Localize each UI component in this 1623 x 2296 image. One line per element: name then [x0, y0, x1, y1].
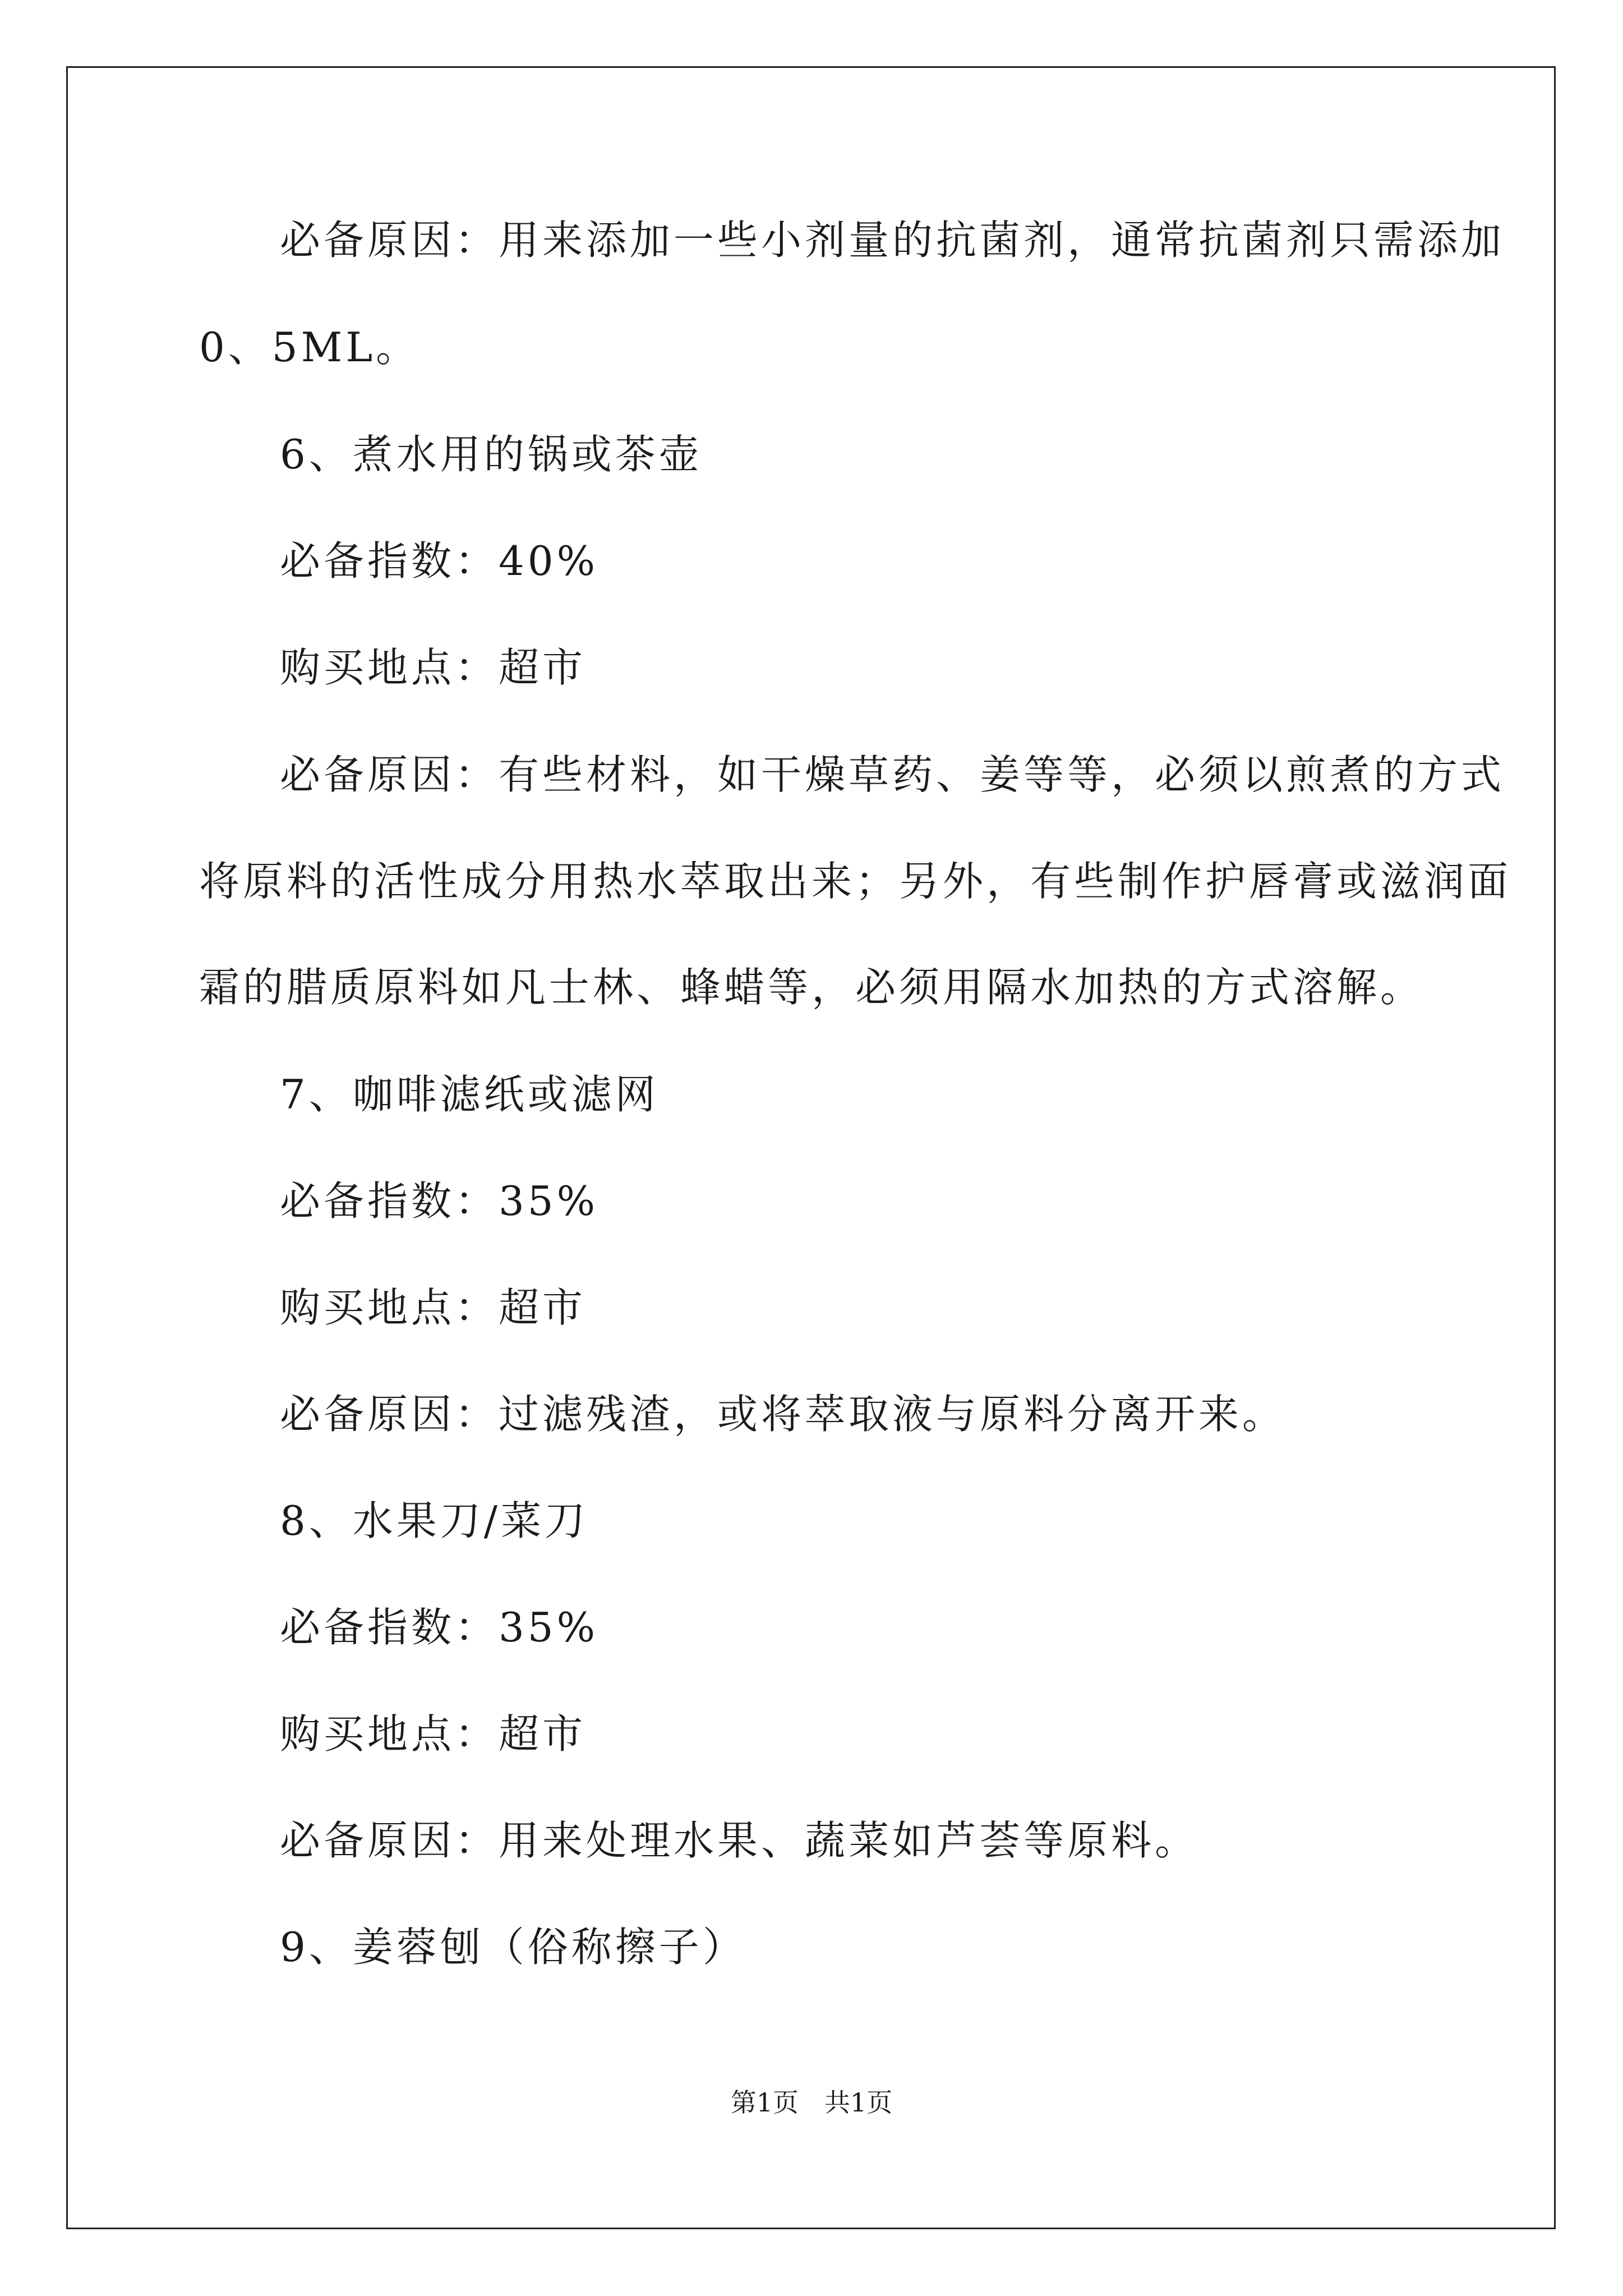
section-heading: 7、咖啡滤纸或滤网: [280, 1071, 659, 1118]
text-line: 将原料的活性成分用热水萃取出来；另外，有些制作护唇膏或滋润面: [199, 858, 1512, 905]
section-heading: 9、姜蓉刨（俗称擦子）: [280, 1924, 746, 1971]
text-line: 购买地点：超市: [280, 644, 587, 691]
page-footer: 第1页 共1页: [730, 2087, 893, 2118]
page-border: [66, 66, 1556, 2229]
text-line: 0、5ML。: [199, 324, 420, 371]
section-heading: 6、煮水用的锅或茶壶: [280, 431, 703, 478]
text-line: 必备指数：35%: [280, 1604, 599, 1651]
text-line: 必备指数：35%: [280, 1177, 599, 1225]
text-line: 必备原因：用来添加一些小剂量的抗菌剂，通常抗菌剂只需添加: [280, 217, 1505, 264]
text-line: 购买地点：超市: [280, 1284, 587, 1331]
text-line: 必备原因：有些材料，如干燥草药、姜等等，必须以煎煮的方式: [280, 751, 1505, 798]
text-line: 必备原因：用来处理水果、蔬菜如芦荟等原料。: [280, 1817, 1199, 1864]
section-heading: 8、水果刀/菜刀: [280, 1497, 589, 1544]
text-line: 必备指数：40%: [280, 537, 599, 585]
text-line: 必备原因：过滤残渣，或将萃取液与原料分离开来。: [280, 1391, 1287, 1438]
text-line: 购买地点：超市: [280, 1710, 587, 1757]
text-line: 霜的腊质原料如凡士林、蜂蜡等，必须用隔水加热的方式溶解。: [199, 964, 1424, 1011]
